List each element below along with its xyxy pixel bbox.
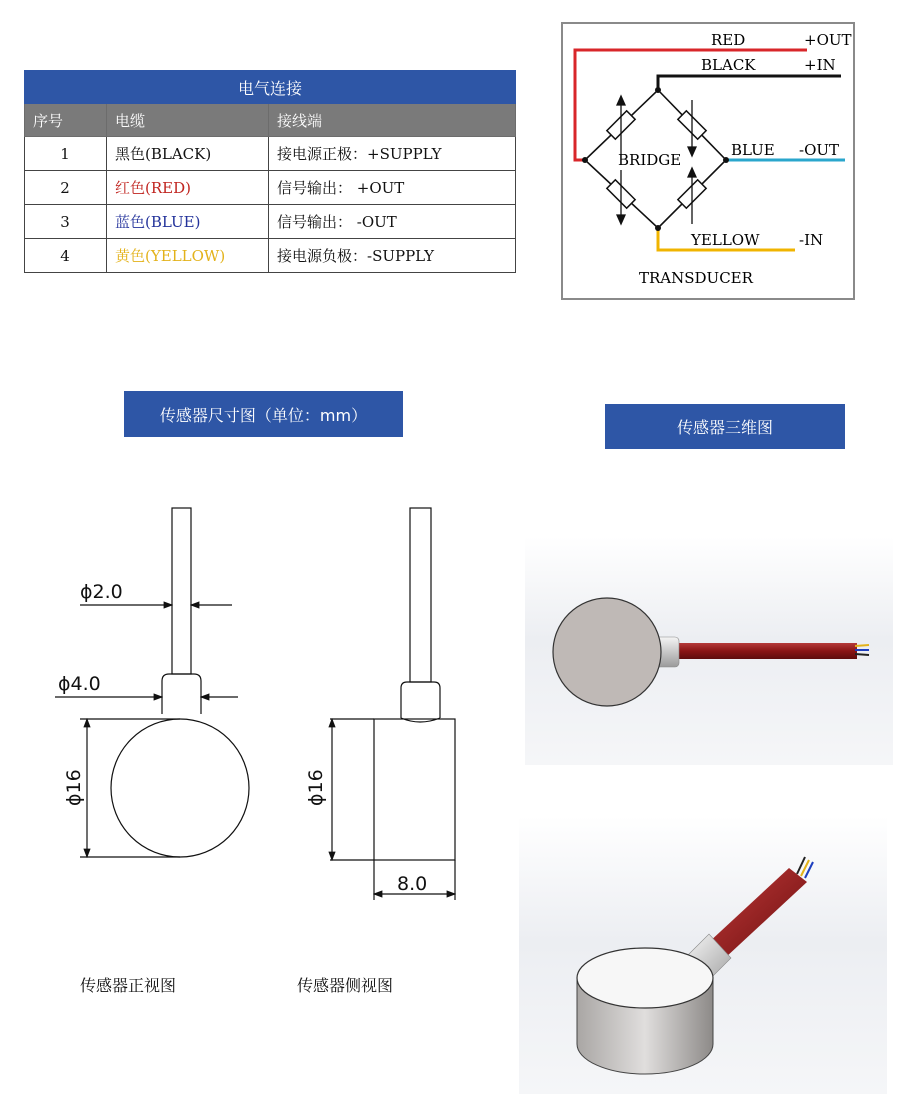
render-iso-svg	[519, 816, 887, 1094]
col-header-no: 序号	[25, 104, 107, 137]
front-neck	[162, 674, 201, 714]
table-row	[25, 137, 516, 171]
row-terminal: 接电源正极：+SUPPLY	[269, 137, 516, 171]
red-pin: +OUT	[804, 31, 852, 49]
yellow-pin: -IN	[799, 231, 824, 249]
node-bottom	[655, 225, 661, 231]
side-body	[374, 719, 455, 860]
node-top	[655, 87, 661, 93]
row-no: 2	[25, 171, 107, 205]
row-no: 1	[25, 137, 107, 171]
row-terminal: 接电源负极：-SUPPLY	[269, 239, 516, 273]
table-row	[25, 205, 516, 239]
black-label: BLACK	[701, 56, 756, 74]
dim-body-diameter-front: ϕ16	[63, 769, 85, 806]
col-header-cable: 电缆	[107, 104, 269, 137]
table-row	[25, 171, 516, 205]
render-banner: 传感器三维图	[605, 404, 845, 449]
black-pin: +IN	[804, 56, 836, 74]
bridge-circuit-svg	[563, 24, 853, 298]
row-cable: 黑色(BLACK)	[107, 137, 269, 171]
bridge-circuit-diagram	[561, 22, 855, 300]
dimension-drawings	[0, 490, 500, 910]
dim-cable-diameter: ϕ2.0	[80, 581, 123, 603]
table-title: 电气连接	[25, 71, 516, 104]
side-neck	[401, 682, 440, 718]
row-cable: 红色(RED)	[107, 171, 269, 205]
dim-thickness: 8.0	[397, 873, 428, 895]
row-no: 3	[25, 205, 107, 239]
dim-body-diameter-side: ϕ16	[305, 769, 327, 806]
side-view-drawing	[330, 508, 455, 900]
blue-label: BLUE	[731, 141, 775, 159]
front-cable	[172, 508, 191, 674]
row-terminal: 信号输出： +OUT	[269, 171, 516, 205]
front-body	[111, 719, 249, 857]
dim-neck-diameter: ϕ4.0	[58, 673, 101, 695]
render-front-image	[525, 537, 893, 765]
row-cable: 蓝色(BLUE)	[107, 205, 269, 239]
row-terminal: 信号输出： -OUT	[269, 205, 516, 239]
bridge-label: BRIDGE	[618, 151, 682, 169]
table-row	[25, 239, 516, 273]
render-front-svg	[525, 537, 893, 765]
row-cable: 黄色(YELLOW)	[107, 239, 269, 273]
node-left	[582, 157, 588, 163]
red-label: RED	[711, 31, 746, 49]
transducer-label: TRANSDUCER	[639, 269, 753, 287]
node-right	[723, 157, 729, 163]
black-wire	[658, 76, 841, 90]
row-no: 4	[25, 239, 107, 273]
render-iso-image	[519, 816, 887, 1094]
wiring-table	[24, 70, 516, 273]
side-cable	[410, 508, 431, 682]
yellow-label: YELLOW	[691, 231, 760, 249]
blue-pin: -OUT	[799, 141, 840, 159]
side-view-caption: 传感器侧视图	[297, 976, 394, 995]
dimensions-banner: 传感器尺寸图（单位：mm）	[124, 391, 403, 437]
col-header-terminal: 接线端	[269, 104, 516, 137]
front-view-caption: 传感器正视图	[80, 976, 177, 995]
